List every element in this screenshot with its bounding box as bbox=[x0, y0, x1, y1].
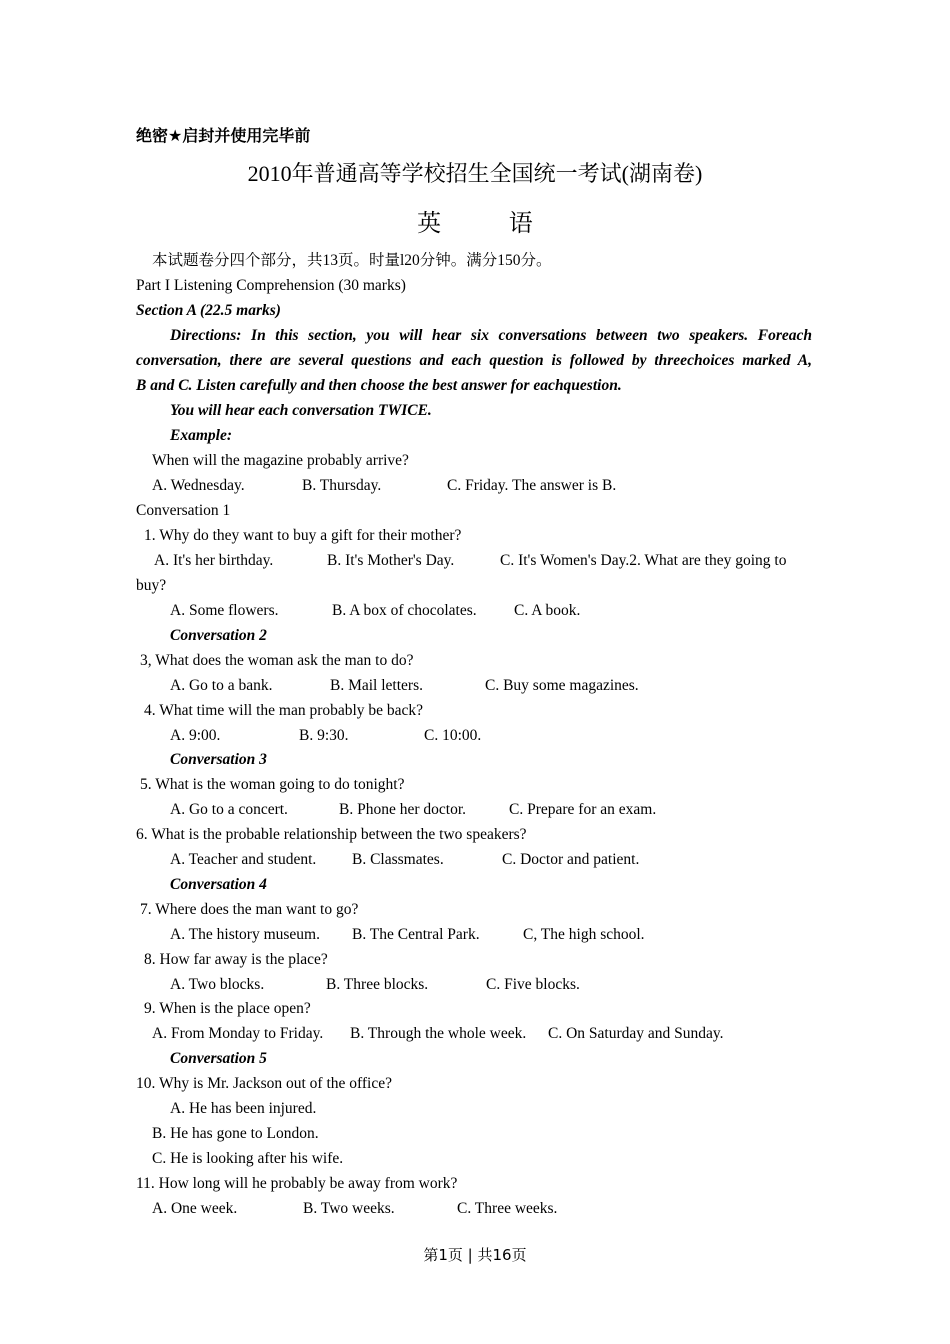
directions-line: B and C. Listen carefully and then choose the best answer for eachquestion. bbox=[136, 377, 622, 394]
conversation-label: Conversation 4 bbox=[170, 876, 267, 893]
option-b: B. 9:30. bbox=[299, 727, 349, 744]
question-text: 3, What does the woman ask the man to do? bbox=[140, 652, 414, 669]
question-text: 11. How long will he probably be away from work? bbox=[136, 1175, 458, 1192]
option-a: A. Teacher and student. bbox=[170, 851, 317, 868]
directions-line: Directions: In this section, you will hear six conversations between two speakers. Foreach bbox=[170, 327, 812, 344]
section-heading: Section A (22.5 marks) bbox=[136, 302, 281, 319]
conversation-label: Conversation 3 bbox=[170, 751, 267, 768]
option-a: A. From Monday to Friday. bbox=[152, 1025, 324, 1042]
option-c: C. Friday. The answer is B. bbox=[447, 477, 617, 494]
question-text: 5. What is the woman going to do tonight? bbox=[140, 776, 405, 793]
option-b: B. It's Mother's Day. bbox=[327, 552, 455, 569]
option-c: C. Prepare for an exam. bbox=[509, 801, 657, 818]
question-text: buy? bbox=[136, 577, 167, 594]
option-b: B. A box of chocolates. bbox=[332, 602, 477, 619]
option-b: B. Two weeks. bbox=[303, 1200, 395, 1217]
option-c: C, The high school. bbox=[523, 926, 645, 943]
twice-note: You will hear each conversation TWICE. bbox=[170, 402, 432, 419]
conversation-label: Conversation 5 bbox=[170, 1050, 267, 1067]
question-text: When will the magazine probably arrive? bbox=[152, 452, 409, 469]
option-c: C. He is looking after his wife. bbox=[152, 1150, 344, 1167]
option-b: B. Thursday. bbox=[302, 477, 382, 494]
option-b: B. Mail letters. bbox=[330, 677, 423, 694]
question-text: 10. Why is Mr. Jackson out of the office? bbox=[136, 1075, 392, 1092]
option-a: A. Two blocks. bbox=[170, 976, 265, 993]
option-a: A. Go to a concert. bbox=[170, 801, 288, 818]
page-footer: 第1页 | 共16页 bbox=[423, 1246, 527, 1264]
part-heading: Part I Listening Comprehension (30 marks) bbox=[136, 277, 406, 294]
confidential-label: 绝密★启封并使用完毕前 bbox=[136, 126, 311, 145]
subject-title: 英 语 bbox=[417, 209, 563, 237]
conversation-label: Conversation 2 bbox=[170, 627, 267, 644]
option-c: C. Buy some magazines. bbox=[485, 677, 639, 694]
option-a: A. The history museum. bbox=[170, 926, 320, 943]
directions-line: conversation, there are several questions and each question is followed by threechoices marked A, bbox=[136, 352, 812, 369]
option-b: B. He has gone to London. bbox=[152, 1125, 319, 1142]
option-a: A. Go to a bank. bbox=[170, 677, 273, 694]
conversation-label: Conversation 1 bbox=[136, 502, 231, 519]
option-b: B. Phone her doctor. bbox=[339, 801, 466, 818]
option-c: C. Three weeks. bbox=[457, 1200, 558, 1217]
option-a: A. One week. bbox=[152, 1200, 238, 1217]
option-a: A. 9:00. bbox=[170, 727, 221, 744]
option-a: A. Some flowers. bbox=[170, 602, 279, 619]
option-c: C. Five blocks. bbox=[486, 976, 580, 993]
option-c: C. Doctor and patient. bbox=[502, 851, 640, 868]
option-c: C. It's Women's Day.2. What are they going to bbox=[500, 552, 787, 569]
question-text: 6. What is the probable relationship between the two speakers? bbox=[136, 826, 527, 843]
example-label: Example: bbox=[170, 427, 232, 444]
option-c: C. A book. bbox=[514, 602, 581, 619]
question-text: 9. When is the place open? bbox=[144, 1000, 311, 1017]
question-text: 7. Where does the man want to go? bbox=[140, 901, 359, 918]
question-text: 8. How far away is the place? bbox=[144, 951, 328, 968]
option-b: B. The Central Park. bbox=[352, 926, 480, 943]
option-b: B. Through the whole week. bbox=[350, 1025, 527, 1042]
option-c: C. On Saturday and Sunday. bbox=[548, 1025, 724, 1042]
exam-title: 2010年普通高等学校招生全国统一考试(湖南卷) bbox=[247, 161, 703, 186]
option-b: B. Classmates. bbox=[352, 851, 444, 868]
question-text: 4. What time will the man probably be back? bbox=[144, 702, 424, 719]
option-a: A. It's her birthday. bbox=[154, 552, 274, 569]
option-a: A. He has been injured. bbox=[170, 1100, 317, 1117]
question-text: 1. Why do they want to buy a gift for their mother? bbox=[144, 527, 462, 544]
option-c: C. 10:00. bbox=[424, 727, 482, 744]
option-a: A. Wednesday. bbox=[152, 477, 245, 494]
option-b: B. Three blocks. bbox=[326, 976, 429, 993]
exam-intro: 本试题卷分四个部分，共13页。时量l20分钟。满分150分。 bbox=[152, 252, 552, 269]
